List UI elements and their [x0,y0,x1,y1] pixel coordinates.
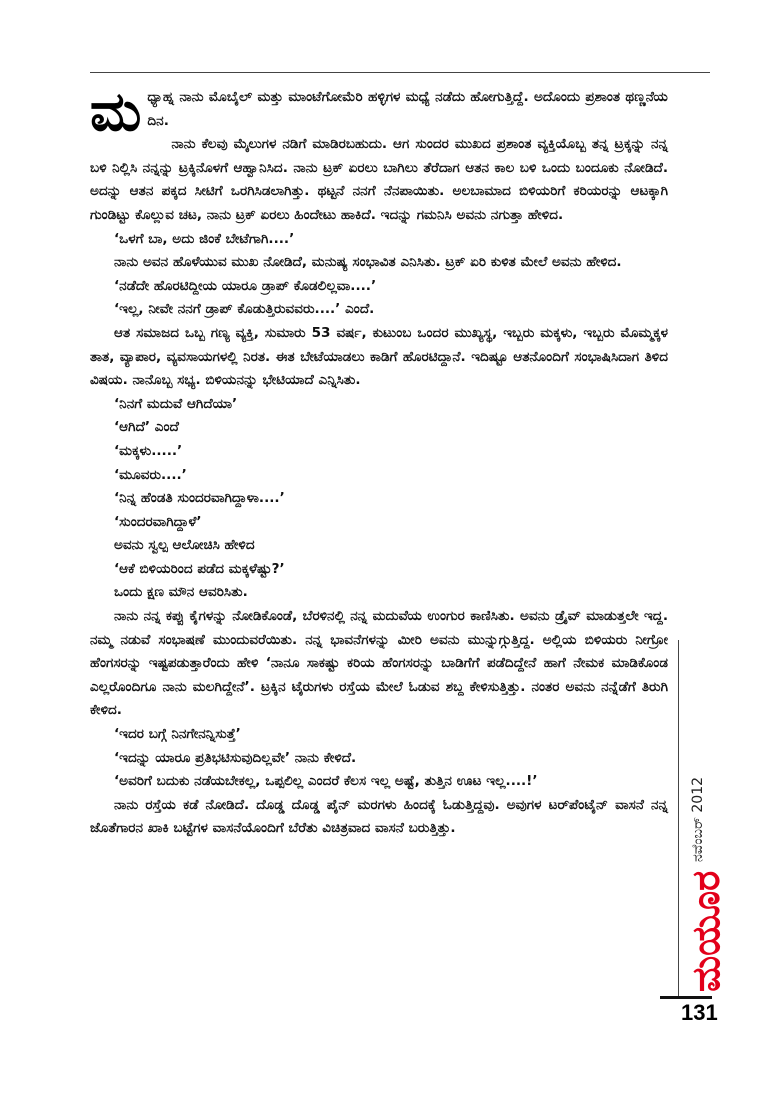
drop-cap: ಮ [90,79,142,143]
dialogue-line: ‘ಮೂವರು....’ [114,466,187,483]
dialogue-line: ‘ನಡೆದೇ ಹೊರಟಿದ್ದೀಯ ಯಾರೂ ಡ್ರಾಪ್ ಕೊಡಲಿಲ್ಲವಾ....’ [114,277,377,294]
dialogue-line: ‘ಮಕ್ಕಳು.....’ [114,442,183,459]
paragraph-2: ನಾನು ಕೆಲವು ಮೈಲುಗಳ ನಡಿಗೆ ಮಾಡಿರಬಹುದು. ಆಗ ಸುಂದರ ಮುಖದ ಪ್ರಶಾಂತ ವ್ಯಕ್ತಿಯೊಬ್ಬ ತನ್ನ ಟ್ರಕ್ಕನ್ನು ನನ್ನ ಬಳಿ ನಿಲ್ಲಿಸಿ ನನ್ನನ್ನು ಟ್ರಕ್ಕಿನೊಳಗೆ ಆಹ್ವಾನಿಸಿದ. ನಾನು ಟ್ರಕ್ ಏರಲು ಬಾಗಿಲು ತೆರೆದಾಗ ಆತನ ಕಾಲ ಬಳಿ ಒಂದು ಬಂದೂಕು ನೋಡಿದೆ. ಅದನ್ನು ಆತನ ಪಕ್ಕದ ಸೀಟಿಗೆ ಒರಗಿಸಿಡಲಾಗಿತ್ತು. ಥಟ್ಟನೆ ನನಗೆ ನೆನಪಾಯಿತು. ಅಲಬಾಮಾದ ಬಿಳಿಯರಿಗೆ ಕರಿಯರನ್ನು ಆಟಕ್ಕಾಗಿ ಗುಂಡಿಟ್ಟು ಕೊಲ್ಲುವ ಚಟ, ನಾನು ಟ್ರಕ್ ಏರಲು ಹಿಂದೇಟು ಹಾಕಿದೆ. ಇದನ್ನು ಗಮನಿಸಿ ಅವನು ನಗುತ್ತಾ ಹೇಳಿದ. [90,136,668,223]
paragraph-1 [90,79,668,143]
page-number: 131 [681,1000,718,1025]
paragraph-4: ನಾನು ಅವನ ಹೊಳೆಯುವ ಮುಖ ನೋಡಿದೆ, ಮನುಷ್ಯ ಸಂಭಾವಿತ ಎನಿಸಿತು. ಟ್ರಕ್ ಏರಿ ಕುಳಿತ ಮೇಲೆ ಅವನು ಹೇಳಿದ. [114,254,622,271]
paragraph-7: ಆತ ಸಮಾಜದ ಒಬ್ಬ ಗಣ್ಯ ವ್ಯಕ್ತಿ, ಸುಮಾರು 53 ವರ್ಷ, ಕುಟುಂಬ ಒಂದರ ಮುಖ್ಯಸ್ಥ, ಇಬ್ಬರು ಮಕ್ಕಳು, ಇಬ್ಬರು ಮೊಮ್ಮಕ್ಕಳ ತಾತ, ವ್ಯಾಪಾರ, ವ್ಯವಸಾಯಗಳಲ್ಲಿ ನಿರತ. ಈತ ಬೇಟೆಯಾಡಲು ಕಾಡಿಗೆ ಹೊರಟಿದ್ದಾನೆ. ಇದಿಷ್ಟೂ ಆತನೊಂದಿಗೆ ಸಂಭಾಷಿಸಿದಾಗ ತಿಳಿದ ವಿಷಯ. ನಾನೊಬ್ಬ ಸಭ್ಯ. ಬಿಳಿಯನನ್ನು ಭೇಟಿಯಾದೆ ಎನ್ನಿಸಿತು. [90,324,668,389]
paragraph-17: ನಾನು ನನ್ನ ಕಪ್ಪು ಕೈಗಳನ್ನು ನೋಡಿಕೊಂಡೆ, ಬೆರಳಿನಲ್ಲಿ ನನ್ನ ಮದುವೆಯ ಉಂಗುರ ಕಾಣಿಸಿತು. ಅವನು ಡ್ರೈವ್ ಮಾಡುತ್ತಲೇ ಇದ್ದ. ನಮ್ಮ ನಡುವೆ ಸಂಭಾಷಣೆ ಮುಂದುವರೆಯಿತು. ನನ್ನ ಭಾವನೆಗಳನ್ನು ಮೀರಿ ಅವನು ಮುನ್ನುಗ್ಗುತ್ತಿದ್ದ. ಅಲ್ಲಿಯ ಬಿಳಿಯರು ನೀಗ್ರೋ ಹೆಂಗಸರನ್ನು ಇಷ್ಟಪಡುತ್ತಾರೆಂದು ಹೇಳಿ ‘ನಾನೂ ಸಾಕಷ್ಟು ಕರಿಯ ಹೆಂಗಸರನ್ನು ಬಾಡಿಗೆಗೆ ಪಡೆದಿದ್ದೇನೆ ಹಾಗೆ ನೇಮಕ ಮಾಡಿಕೊಂಡ ಎಲ್ಲರೊಂದಿಗೂ ನಾನು ಮಲಗಿದ್ದೇನೆ’. ಟ್ರಕ್ಕಿನ ಟೈರುಗಳು ರಸ್ತೆಯ ಮೇಲೆ ಓಡುವ ಶಬ್ದ ಕೇಳಿಸುತ್ತಿತ್ತು. ನಂತರ ಅವನು ನನ್ನೆಡೆಗೆ ತಿರುಗಿ ಕೇಳಿದ. [90,608,668,719]
narration-line: ಅವನು ಸ್ವಲ್ಪ ಆಲೋಚಿಸಿ ಹೇಳಿದ [114,537,255,554]
article-body [90,79,668,841]
dialogue-line: ‘ಇದನ್ನು ಯಾರೂ ಪ್ರತಿಭಟಿಸುವುದಿಲ್ಲವೇ’ ನಾನು ಕೇಳಿದೆ. [114,749,357,766]
page-number-rule [660,996,712,999]
dialogue-line: ‘ನಿನಗೆ ಮದುವೆ ಆಗಿದೆಯಾ’ [114,395,238,412]
narration-line: ಒಂದು ಕ್ಷಣ ಮೌನ ಆವರಿಸಿತು. [114,584,248,601]
dialogue-line: ‘ಇಲ್ಲ, ನೀವೇ ನನಗೆ ಡ್ರಾಪ್ ಕೊಡುತ್ತಿರುವವರು....’ ಎಂದೆ. [114,301,375,318]
paragraph-21: ನಾನು ರಸ್ತೆಯ ಕಡೆ ನೋಡಿದೆ. ದೊಡ್ಡ ದೊಡ್ಡ ಪೈನ್ ಮರಗಳು ಹಿಂದಕ್ಕೆ ಓಡುತ್ತಿದ್ದವು. ಅವುಗಳ ಟರ್‌ಪೆಂಟೈನ್ ವಾಸನೆ ನನ್ನ ಜೊತೆಗಾರನ ಖಾಕಿ ಬಟ್ಟೆಗಳ ವಾಸನೆಯೊಂದಿಗೆ ಬೆರೆತು ವಿಚಿತ್ರವಾದ ವಾಸನೆ ಬರುತ್ತಿತ್ತು. [90,796,668,837]
dialogue-line: ‘ಸುಂದರವಾಗಿದ್ದಾಳೆ’ [114,513,202,530]
paragraph-1-text: ಧ್ಯಾಹ್ನ ನಾನು ಮೊಬೈಲ್ ಮತ್ತು ಮಾಂಟೆಗೋಮೆರಿ ಹಳ್ಳಿಗಳ ಮಧ್ಯೆ ನಡೆದು ಹೋಗುತ್ತಿದ್ದೆ. ಅದೊಂದು ಪ್ರಶಾಂತ ಥಣ್ಣನೆಯ ದಿನ. [147,89,668,129]
top-rule [90,72,710,73]
dialogue-line: ‘ಇದರ ಬಗ್ಗೆ ನಿನಗೇನನ್ನಿಸುತ್ತೆ’ [114,726,241,743]
dialogue-line: ‘ಆಕೆ ಬಿಳಿಯರಿಂದ ಪಡೆದ ಮಕ್ಕಳೆಷ್ಟು?’ [114,560,285,577]
dialogue-line: ‘ಅವರಿಗೆ ಬದುಕು ನಡೆಯಬೇಕಲ್ಲ, ಒಪ್ಪಲಿಲ್ಲ ಎಂದರೆ ಕೆಲಸ ಇಲ್ಲ ಅಷ್ಟೆ, ತುತ್ತಿನ ಊಟ ಇಲ್ಲ....!’ [114,773,538,790]
dialogue-line: ‘ಒಳಗೆ ಬಾ, ಅದು ಜಿಂಕೆ ಬೇಟೆಗಾಗಿ....’ [114,230,295,247]
magazine-logo: ಮಯೂರ [684,870,728,992]
issue-date: ನವೆಂಬರ್ 2012 [690,776,706,862]
dialogue-line: ‘ನಿನ್ನ ಹೆಂಡತಿ ಸುಂದರವಾಗಿದ್ದಾಳಾ....’ [114,490,285,507]
dialogue-line: ‘ಆಗಿದೆ’ ಎಂದೆ [114,419,179,436]
sidebar-rule [678,640,679,996]
